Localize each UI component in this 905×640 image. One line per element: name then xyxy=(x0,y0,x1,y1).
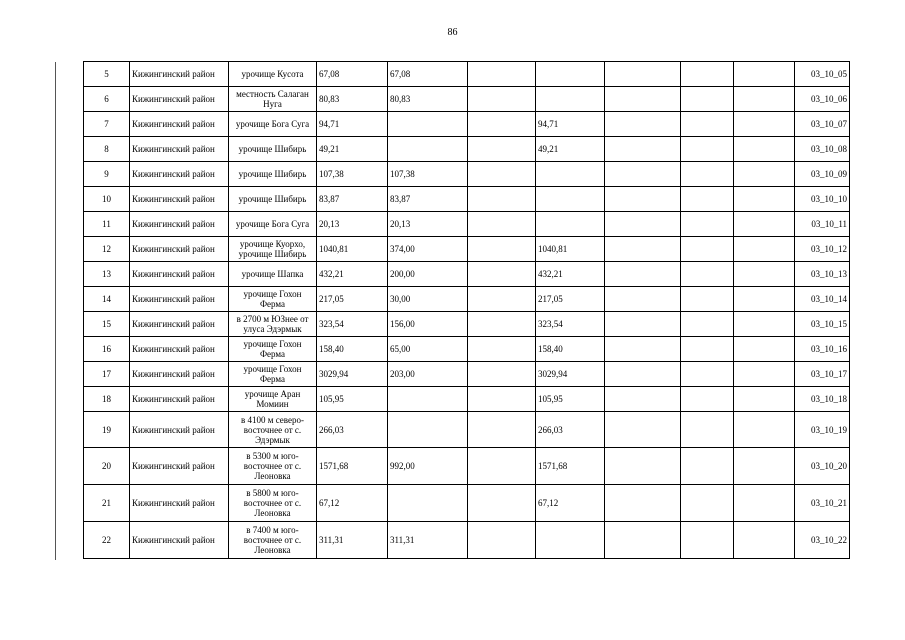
area-col6-cell xyxy=(734,162,795,187)
table-row xyxy=(84,212,850,237)
total-area-cell: 83,87 xyxy=(317,187,388,212)
area-col3-cell: 1040,81 xyxy=(536,237,605,262)
total-area-cell: 311,31 xyxy=(317,522,388,559)
total-area-cell: 49,21 xyxy=(317,137,388,162)
area-col2-cell xyxy=(468,237,536,262)
district-cell: Кижингинский район xyxy=(130,485,229,522)
district-cell: Кижингинский район xyxy=(130,312,229,337)
area-col6-cell xyxy=(734,312,795,337)
total-area-cell: 94,71 xyxy=(317,112,388,137)
total-area-cell: 217,05 xyxy=(317,287,388,312)
area-col2-cell xyxy=(468,62,536,87)
location-cell: местность Салаган Нуга xyxy=(229,87,317,112)
table-row xyxy=(84,187,850,212)
area-col2-cell xyxy=(468,262,536,287)
row-number: 16 xyxy=(84,337,130,362)
area-col6-cell xyxy=(734,287,795,312)
area-col3-cell: 3029,94 xyxy=(536,362,605,387)
area-col1-cell xyxy=(388,412,468,448)
area-col4-cell xyxy=(605,287,681,312)
area-col4-cell xyxy=(605,237,681,262)
area-col6-cell xyxy=(734,62,795,87)
location-cell: урочище Гохон Ферма xyxy=(229,337,317,362)
district-cell: Кижингинский район xyxy=(130,187,229,212)
area-col1-cell: 374,00 xyxy=(388,237,468,262)
area-col1-cell: 107,38 xyxy=(388,162,468,187)
district-cell: Кижингинский район xyxy=(130,448,229,485)
row-number: 19 xyxy=(84,412,130,448)
area-col3-cell: 1571,68 xyxy=(536,448,605,485)
row-number: 15 xyxy=(84,312,130,337)
table-row xyxy=(84,262,850,287)
code-cell: 03_10_11 xyxy=(795,212,850,237)
code-cell: 03_10_22 xyxy=(795,522,850,559)
area-col5-cell xyxy=(681,312,734,337)
code-cell: 03_10_07 xyxy=(795,112,850,137)
area-col6-cell xyxy=(734,362,795,387)
area-col2-cell xyxy=(468,187,536,212)
row-number: 9 xyxy=(84,162,130,187)
district-cell: Кижингинский район xyxy=(130,522,229,559)
area-col3-cell xyxy=(536,62,605,87)
area-col4-cell xyxy=(605,137,681,162)
area-col4-cell xyxy=(605,522,681,559)
area-col3-cell: 94,71 xyxy=(536,112,605,137)
location-cell: урочище Шибирь xyxy=(229,187,317,212)
area-col2-cell xyxy=(468,448,536,485)
area-col6-cell xyxy=(734,237,795,262)
location-cell: урочище Бога Суга xyxy=(229,212,317,237)
row-number: 14 xyxy=(84,287,130,312)
area-col2-cell xyxy=(468,87,536,112)
area-col5-cell xyxy=(681,387,734,412)
location-cell: в 5300 м юго-восточнее от с. Леоновка xyxy=(229,448,317,485)
area-col3-cell xyxy=(536,522,605,559)
area-col3-cell xyxy=(536,212,605,237)
total-area-cell: 105,95 xyxy=(317,387,388,412)
area-col2-cell xyxy=(468,287,536,312)
row-number: 20 xyxy=(84,448,130,485)
table-row xyxy=(84,412,850,448)
area-col5-cell xyxy=(681,187,734,212)
area-col4-cell xyxy=(605,412,681,448)
location-cell: урочище Куорхо, урочище Шибирь xyxy=(229,237,317,262)
table-row xyxy=(84,485,850,522)
table-row xyxy=(84,448,850,485)
location-cell: в 2700 м ЮЗнее от улуса Эдэрмык xyxy=(229,312,317,337)
table-row xyxy=(84,87,850,112)
district-cell: Кижингинский район xyxy=(130,262,229,287)
table-row xyxy=(84,137,850,162)
area-col2-cell xyxy=(468,485,536,522)
area-col1-cell: 156,00 xyxy=(388,312,468,337)
area-col2-cell xyxy=(468,212,536,237)
area-col4-cell xyxy=(605,162,681,187)
row-number: 7 xyxy=(84,112,130,137)
area-col5-cell xyxy=(681,287,734,312)
total-area-cell: 80,83 xyxy=(317,87,388,112)
table-row xyxy=(84,287,850,312)
area-col1-cell: 20,13 xyxy=(388,212,468,237)
area-col5-cell xyxy=(681,162,734,187)
code-cell: 03_10_10 xyxy=(795,187,850,212)
code-cell: 03_10_17 xyxy=(795,362,850,387)
area-col3-cell xyxy=(536,162,605,187)
code-cell: 03_10_15 xyxy=(795,312,850,337)
total-area-cell: 432,21 xyxy=(317,262,388,287)
area-col6-cell xyxy=(734,187,795,212)
page-number: 86 xyxy=(447,27,458,38)
area-col4-cell xyxy=(605,337,681,362)
area-col3-cell: 266,03 xyxy=(536,412,605,448)
total-area-cell: 67,08 xyxy=(317,62,388,87)
district-cell: Кижингинский район xyxy=(130,112,229,137)
area-col1-cell: 30,00 xyxy=(388,287,468,312)
land-register-table xyxy=(83,61,850,559)
total-area-cell: 1571,68 xyxy=(317,448,388,485)
total-area-cell: 1040,81 xyxy=(317,237,388,262)
area-col1-cell: 200,00 xyxy=(388,262,468,287)
code-cell: 03_10_16 xyxy=(795,337,850,362)
area-col3-cell: 105,95 xyxy=(536,387,605,412)
area-col6-cell xyxy=(734,112,795,137)
area-col6-cell xyxy=(734,87,795,112)
area-col3-cell: 49,21 xyxy=(536,137,605,162)
row-number: 5 xyxy=(84,62,130,87)
area-col5-cell xyxy=(681,137,734,162)
area-col1-cell xyxy=(388,137,468,162)
area-col3-cell: 158,40 xyxy=(536,337,605,362)
area-col4-cell xyxy=(605,387,681,412)
district-cell: Кижингинский район xyxy=(130,387,229,412)
area-col3-cell: 323,54 xyxy=(536,312,605,337)
area-col6-cell xyxy=(734,522,795,559)
area-col5-cell xyxy=(681,448,734,485)
district-cell: Кижингинский район xyxy=(130,287,229,312)
area-col6-cell xyxy=(734,262,795,287)
area-col1-cell xyxy=(388,485,468,522)
row-number: 17 xyxy=(84,362,130,387)
area-col6-cell xyxy=(734,387,795,412)
district-cell: Кижингинский район xyxy=(130,87,229,112)
row-number: 12 xyxy=(84,237,130,262)
district-cell: Кижингинский район xyxy=(130,162,229,187)
total-area-cell: 323,54 xyxy=(317,312,388,337)
area-col4-cell xyxy=(605,362,681,387)
location-cell: урочище Бога Суга xyxy=(229,112,317,137)
location-cell: в 4100 м северо-восточнее от с. Эдэрмык xyxy=(229,412,317,448)
row-number: 6 xyxy=(84,87,130,112)
area-col6-cell xyxy=(734,448,795,485)
area-col6-cell xyxy=(734,412,795,448)
area-col1-cell: 65,00 xyxy=(388,337,468,362)
area-col3-cell xyxy=(536,87,605,112)
area-col2-cell xyxy=(468,387,536,412)
code-cell: 03_10_09 xyxy=(795,162,850,187)
row-number: 21 xyxy=(84,485,130,522)
district-cell: Кижингинский район xyxy=(130,62,229,87)
location-cell: урочище Шибирь xyxy=(229,162,317,187)
code-cell: 03_10_13 xyxy=(795,262,850,287)
area-col5-cell xyxy=(681,362,734,387)
total-area-cell: 3029,94 xyxy=(317,362,388,387)
area-col5-cell xyxy=(681,485,734,522)
table-row xyxy=(84,362,850,387)
area-col2-cell xyxy=(468,312,536,337)
table-row xyxy=(84,337,850,362)
location-cell: урочище Кусота xyxy=(229,62,317,87)
area-col4-cell xyxy=(605,448,681,485)
area-col5-cell xyxy=(681,212,734,237)
area-col5-cell xyxy=(681,412,734,448)
row-number: 8 xyxy=(84,137,130,162)
area-col6-cell xyxy=(734,212,795,237)
row-number: 22 xyxy=(84,522,130,559)
location-cell: урочище Аран Момиин xyxy=(229,387,317,412)
code-cell: 03_10_06 xyxy=(795,87,850,112)
district-cell: Кижингинский район xyxy=(130,412,229,448)
area-col4-cell xyxy=(605,485,681,522)
area-col6-cell xyxy=(734,137,795,162)
area-col3-cell xyxy=(536,187,605,212)
table-row xyxy=(84,62,850,87)
row-number: 13 xyxy=(84,262,130,287)
district-cell: Кижингинский район xyxy=(130,362,229,387)
area-col4-cell xyxy=(605,312,681,337)
area-col4-cell xyxy=(605,112,681,137)
area-col4-cell xyxy=(605,62,681,87)
area-col5-cell xyxy=(681,262,734,287)
code-cell: 03_10_18 xyxy=(795,387,850,412)
area-col1-cell: 203,00 xyxy=(388,362,468,387)
area-col3-cell: 67,12 xyxy=(536,485,605,522)
area-col6-cell xyxy=(734,337,795,362)
area-col3-cell: 217,05 xyxy=(536,287,605,312)
area-col2-cell xyxy=(468,522,536,559)
total-area-cell: 107,38 xyxy=(317,162,388,187)
area-col5-cell xyxy=(681,522,734,559)
area-col1-cell: 67,08 xyxy=(388,62,468,87)
total-area-cell: 20,13 xyxy=(317,212,388,237)
table-row xyxy=(84,522,850,559)
code-cell: 03_10_08 xyxy=(795,137,850,162)
area-col4-cell xyxy=(605,187,681,212)
area-col2-cell xyxy=(468,112,536,137)
area-col4-cell xyxy=(605,262,681,287)
district-cell: Кижингинский район xyxy=(130,212,229,237)
row-number: 18 xyxy=(84,387,130,412)
area-col5-cell xyxy=(681,87,734,112)
area-col2-cell xyxy=(468,337,536,362)
area-col5-cell xyxy=(681,112,734,137)
total-area-cell: 266,03 xyxy=(317,412,388,448)
area-col2-cell xyxy=(468,412,536,448)
district-cell: Кижингинский район xyxy=(130,237,229,262)
area-col2-cell xyxy=(468,362,536,387)
code-cell: 03_10_14 xyxy=(795,287,850,312)
area-col4-cell xyxy=(605,212,681,237)
row-number: 11 xyxy=(84,212,130,237)
area-col1-cell: 992,00 xyxy=(388,448,468,485)
margin-line xyxy=(55,62,56,560)
area-col5-cell xyxy=(681,62,734,87)
location-cell: урочище Гохон Ферма xyxy=(229,362,317,387)
area-col1-cell: 80,83 xyxy=(388,87,468,112)
area-col1-cell: 311,31 xyxy=(388,522,468,559)
table-row xyxy=(84,112,850,137)
area-col5-cell xyxy=(681,337,734,362)
location-cell: урочище Гохон Ферма xyxy=(229,287,317,312)
location-cell: в 5800 м юго-восточнее от с. Леоновка xyxy=(229,485,317,522)
area-col4-cell xyxy=(605,87,681,112)
row-number: 10 xyxy=(84,187,130,212)
area-col2-cell xyxy=(468,162,536,187)
code-cell: 03_10_20 xyxy=(795,448,850,485)
total-area-cell: 67,12 xyxy=(317,485,388,522)
area-col1-cell xyxy=(388,387,468,412)
district-cell: Кижингинский район xyxy=(130,137,229,162)
area-col1-cell: 83,87 xyxy=(388,187,468,212)
area-col1-cell xyxy=(388,112,468,137)
code-cell: 03_10_21 xyxy=(795,485,850,522)
location-cell: урочище Шапка xyxy=(229,262,317,287)
district-cell: Кижингинский район xyxy=(130,337,229,362)
table-row xyxy=(84,162,850,187)
code-cell: 03_10_19 xyxy=(795,412,850,448)
table-row xyxy=(84,312,850,337)
area-col3-cell: 432,21 xyxy=(536,262,605,287)
location-cell: в 7400 м юго-восточнее от с. Леоновка xyxy=(229,522,317,559)
area-col2-cell xyxy=(468,137,536,162)
table-row xyxy=(84,237,850,262)
table-row xyxy=(84,387,850,412)
area-col5-cell xyxy=(681,237,734,262)
total-area-cell: 158,40 xyxy=(317,337,388,362)
code-cell: 03_10_05 xyxy=(795,62,850,87)
area-col6-cell xyxy=(734,485,795,522)
table-body xyxy=(84,62,850,559)
code-cell: 03_10_12 xyxy=(795,237,850,262)
location-cell: урочище Шибирь xyxy=(229,137,317,162)
